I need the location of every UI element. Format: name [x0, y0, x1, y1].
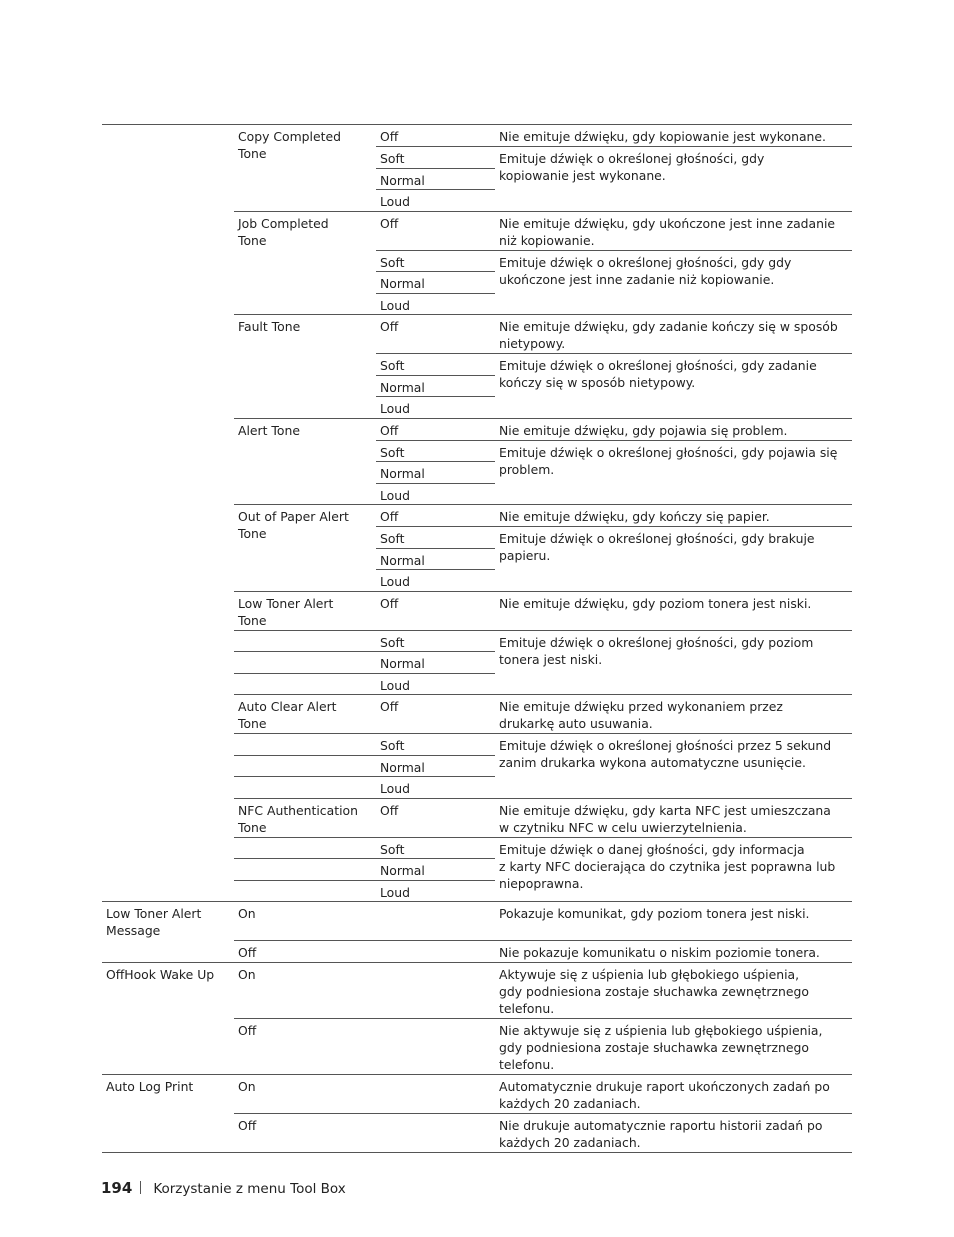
row-rule [102, 1152, 852, 1153]
option-value: On [238, 1079, 256, 1094]
option-value: Soft [380, 151, 405, 166]
option-value: Soft [380, 254, 405, 270]
footer-text: Korzystanie z menu Tool Box [153, 1181, 346, 1197]
setting-name: Fault Tone [238, 319, 301, 334]
option-value: Soft [380, 444, 405, 460]
row-rule [376, 396, 495, 397]
option-value: Off [380, 129, 399, 144]
section-rule [234, 798, 852, 799]
option-value: Soft [380, 358, 405, 373]
option-value: On [238, 906, 256, 921]
row-rule [376, 461, 495, 462]
option-description: Emituje dźwięk o danej głośności, gdy informacja z karty NFC docierająca do czytnika jest poprawna lub niepoprawna. [499, 841, 836, 891]
row-rule [376, 189, 495, 190]
row-rule [376, 293, 495, 294]
option-value: Soft [380, 531, 405, 546]
row-rule [376, 353, 852, 354]
option-value: Normal [380, 379, 425, 395]
option-description: Aktywuje się z uśpienia lub głębokiego uśpienia, gdy podniesiona zostaje słuchawka zewnętrznego telefonu. [499, 967, 809, 1016]
option-value: Normal [380, 656, 425, 671]
option-description: Automatycznie drukuje raport ukończonych zadań po każdych 20 zadaniach. [499, 1079, 830, 1111]
option-value: Loud [380, 781, 410, 796]
row-rule [234, 1018, 852, 1019]
row-rule [234, 755, 495, 756]
setting-name: Copy Completed Tone [238, 129, 341, 161]
row-rule [376, 548, 495, 549]
setting-name: Job Completed Tone [238, 215, 329, 248]
row-rule [376, 569, 495, 570]
option-description: Emituje dźwięk o określonej głośności, gdy gdy ukończone jest inne zadanie niż kopiowanie. [499, 254, 792, 287]
option-value: Off [238, 1023, 257, 1038]
row-rule [234, 673, 495, 674]
row-rule [376, 483, 495, 484]
option-value: Off [238, 1118, 257, 1133]
section-rule [234, 418, 852, 419]
row-rule [234, 940, 852, 941]
option-value: Loud [380, 884, 410, 900]
row-rule [376, 250, 852, 251]
row-rule [102, 962, 852, 963]
setting-name: OffHook Wake Up [106, 967, 215, 982]
row-rule [376, 146, 852, 147]
option-value: On [238, 967, 256, 982]
option-value: Normal [380, 759, 425, 775]
option-value: Loud [380, 401, 410, 416]
row-rule [234, 776, 495, 777]
row-rule [376, 526, 852, 527]
option-description: Pokazuje komunikat, gdy poziom tonera jest niski. [499, 906, 810, 921]
option-value: Soft [380, 634, 405, 650]
option-value: Normal [380, 172, 425, 188]
option-value: Off [380, 595, 399, 611]
section-rule [234, 314, 852, 315]
row-rule [234, 630, 852, 631]
option-value: Loud [380, 194, 410, 209]
option-value: Loud [380, 574, 410, 589]
table-top-rule [102, 124, 852, 125]
row-rule [234, 837, 852, 838]
option-value: Normal [380, 466, 425, 481]
section-rule [234, 504, 852, 505]
setting-name: Auto Clear Alert Tone [238, 699, 337, 731]
page-footer [101, 1179, 346, 1197]
option-description: Emituje dźwięk o określonej głośności, gdy poziom tonera jest niski. [499, 634, 814, 667]
section-rule [102, 901, 852, 902]
row-rule [376, 271, 495, 272]
option-value: Off [380, 422, 399, 438]
option-description: Nie pokazuje komunikatu o niskim poziomie tonera. [499, 945, 820, 960]
option-value: Normal [380, 552, 425, 568]
option-value: Normal [380, 863, 425, 878]
option-value: Normal [380, 276, 425, 291]
option-description: Emituje dźwięk o określonej głośności przez 5 sekund zanim drukarka wykona automatyczne usunięcie. [499, 738, 832, 770]
option-value: Off [238, 945, 257, 960]
row-rule [234, 1113, 852, 1114]
option-value: Loud [380, 677, 410, 693]
row-rule [376, 440, 852, 441]
option-description: Emituje dźwięk o określonej głośności, gdy brakuje papieru. [499, 531, 815, 563]
setting-name: Auto Log Print [106, 1079, 194, 1094]
option-value: Off [380, 215, 399, 231]
option-value: Off [380, 802, 399, 818]
option-description: Emituje dźwięk o określonej głośności, gdy kopiowanie jest wykonane. [499, 151, 765, 183]
setting-name: Low Toner Alert Tone [238, 595, 334, 628]
option-description: Nie emituje dźwięku, gdy poziom tonera jest niski. [499, 595, 812, 611]
option-value: Off [380, 699, 399, 714]
row-rule [234, 733, 852, 734]
page-number: 194 [101, 1179, 133, 1197]
section-rule [234, 694, 852, 695]
option-description: Nie emituje dźwięku, gdy karta NFC jest umieszczana w czytniku NFC w celu uwierzytelnienia. [499, 802, 831, 835]
setting-name: Out of Paper Alert Tone [238, 509, 349, 541]
row-rule [234, 880, 495, 881]
row-rule [234, 651, 495, 652]
option-description: Nie emituje dźwięku przed wykonaniem przez drukarkę auto usuwania. [499, 699, 783, 731]
row-rule [376, 168, 495, 169]
option-description: Nie drukuje automatycznie raportu historii zadań po każdych 20 zadaniach. [499, 1118, 823, 1150]
option-value: Off [380, 509, 399, 524]
option-description: Nie emituje dźwięku, gdy zadanie kończy się w sposób nietypowy. [499, 319, 838, 351]
option-description: Nie emituje dźwięku, gdy pojawia się problem. [499, 422, 788, 438]
setting-name: Low Toner Alert Message [106, 906, 202, 938]
option-description: Nie aktywuje się z uśpienia lub głębokiego uśpienia, gdy podniesiona zostaje słuchawka zewnętrznego telefonu. [499, 1023, 823, 1072]
setting-name: NFC Authentication Tone [238, 802, 358, 835]
option-value: Loud [380, 487, 410, 503]
option-description: Emituje dźwięk o określonej głośności, gdy pojawia się problem. [499, 444, 838, 477]
row-rule [376, 375, 495, 376]
option-description: Nie emituje dźwięku, gdy kończy się papier. [499, 509, 770, 524]
row-rule [102, 1074, 852, 1075]
row-rule [234, 858, 495, 859]
option-value: Soft [380, 738, 405, 753]
section-rule [234, 591, 852, 592]
option-value: Off [380, 319, 399, 334]
setting-name: Alert Tone [238, 422, 300, 438]
option-description: Nie emituje dźwięku, gdy kopiowanie jest wykonane. [499, 129, 826, 144]
option-value: Loud [380, 297, 410, 313]
option-description: Nie emituje dźwięku, gdy ukończone jest inne zadanie niż kopiowanie. [499, 215, 836, 248]
footer-divider [140, 1181, 141, 1194]
option-description: Emituje dźwięk o określonej głośności, gdy zadanie kończy się w sposób nietypowy. [499, 358, 817, 390]
option-value: Soft [380, 841, 405, 857]
section-rule [234, 211, 852, 212]
